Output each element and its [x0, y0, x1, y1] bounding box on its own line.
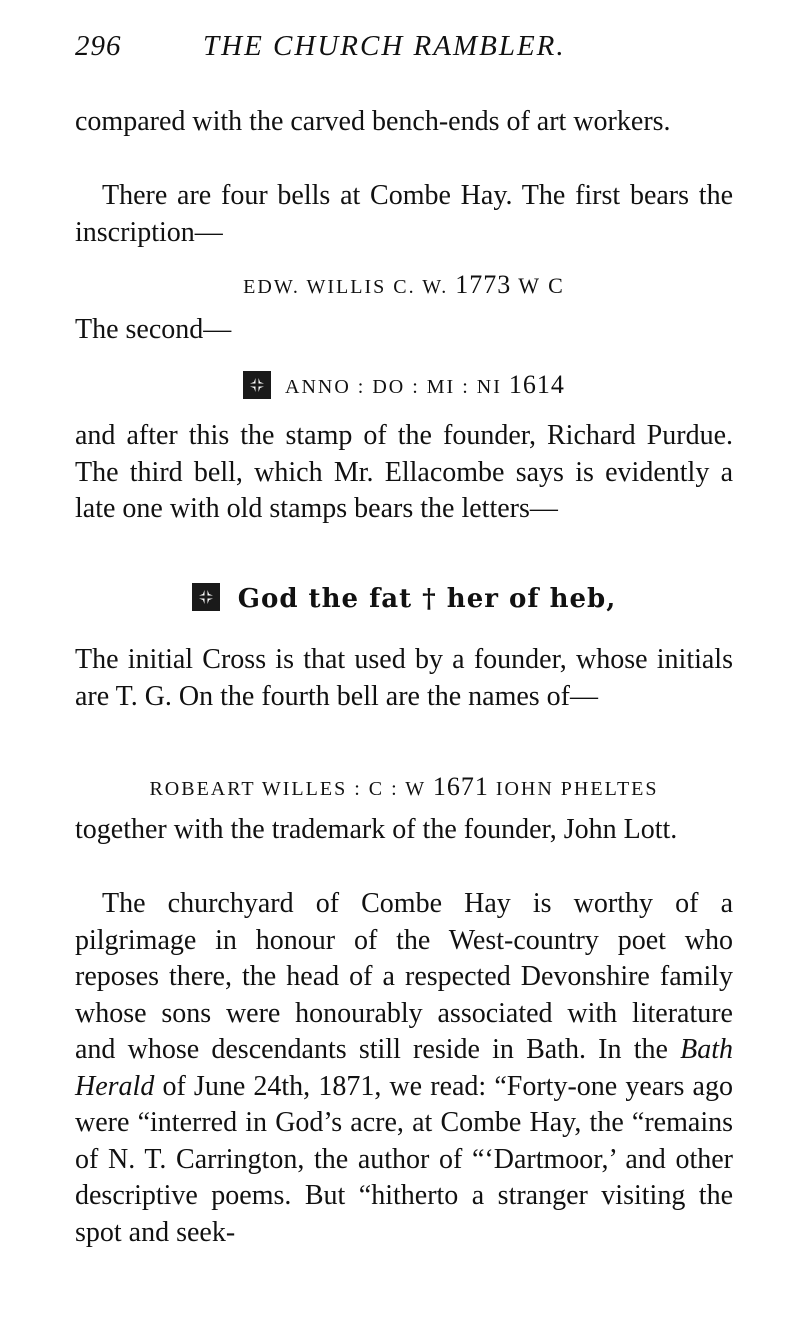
bell-1-initials: W C	[518, 273, 565, 298]
paragraph-7-text-a: The churchyard of Combe Hay is worthy of a pilgrimage in honour of the West-country poet who reposes there, the head of a respected Devonshire family whose sons were honourably associated with literature and whose descendants still reside in Bath. In the	[75, 888, 733, 1065]
bell-1-name: EDW. WILLIS C. W.	[243, 276, 449, 298]
bell-4-text-a: ROBEART WILLES : C : W	[149, 778, 426, 800]
running-title: THE CHURCH RAMBLER.	[203, 30, 566, 62]
bell-3-inscription	[75, 584, 733, 614]
bell-1-year: 1773	[455, 270, 512, 299]
paragraph-1: compared with the carved bench-ends of art workers.	[75, 106, 671, 137]
bell-4-year: 1671	[432, 772, 489, 801]
bell-1-inscription	[75, 270, 733, 300]
cross-stamp-icon	[243, 371, 271, 399]
page-number: 296	[75, 30, 122, 62]
paragraph-4: and after this the stamp of the founder, Richard Purdue. The third bell, which Mr. Ellacombe says is evidently a late one with old stamps bears the letters—	[75, 420, 733, 524]
newspaper-title: Bath Herald	[75, 1034, 733, 1102]
paragraph-6: together with the trademark of the founder, John Lott.	[75, 814, 678, 845]
bell-2-text: ANNO : DO : MI : NI	[285, 376, 502, 398]
paragraph-7	[75, 886, 733, 1251]
bell-2-inscription	[75, 370, 733, 402]
paragraph-3: The second—	[75, 314, 232, 345]
page-header	[75, 30, 735, 70]
paragraph-7-text-b: of June 24th, 1871, we read: “Forty-one years ago were “interred in God’s acre, at Combe Hay, the “remains of N. T. Carrington, the author of “‘Dartmoor,’ and other descriptive poems. But “hitherto a stranger visiting the spot and seek-	[75, 1070, 733, 1248]
bell-2-year: 1614	[508, 370, 565, 399]
bell-3-text: God the fat † her of heb,	[237, 584, 617, 614]
paragraph-5: The initial Cross is that used by a founder, whose initials are T. G. On the fourth bell are the names of—	[75, 644, 733, 712]
cross-stamp-icon	[192, 583, 220, 611]
paragraph-2: There are four bells at Combe Hay. The first bears the inscription—	[75, 180, 733, 248]
bell-4-text-b: IOHN PHELTES	[495, 778, 659, 800]
bell-4-inscription	[75, 772, 733, 802]
